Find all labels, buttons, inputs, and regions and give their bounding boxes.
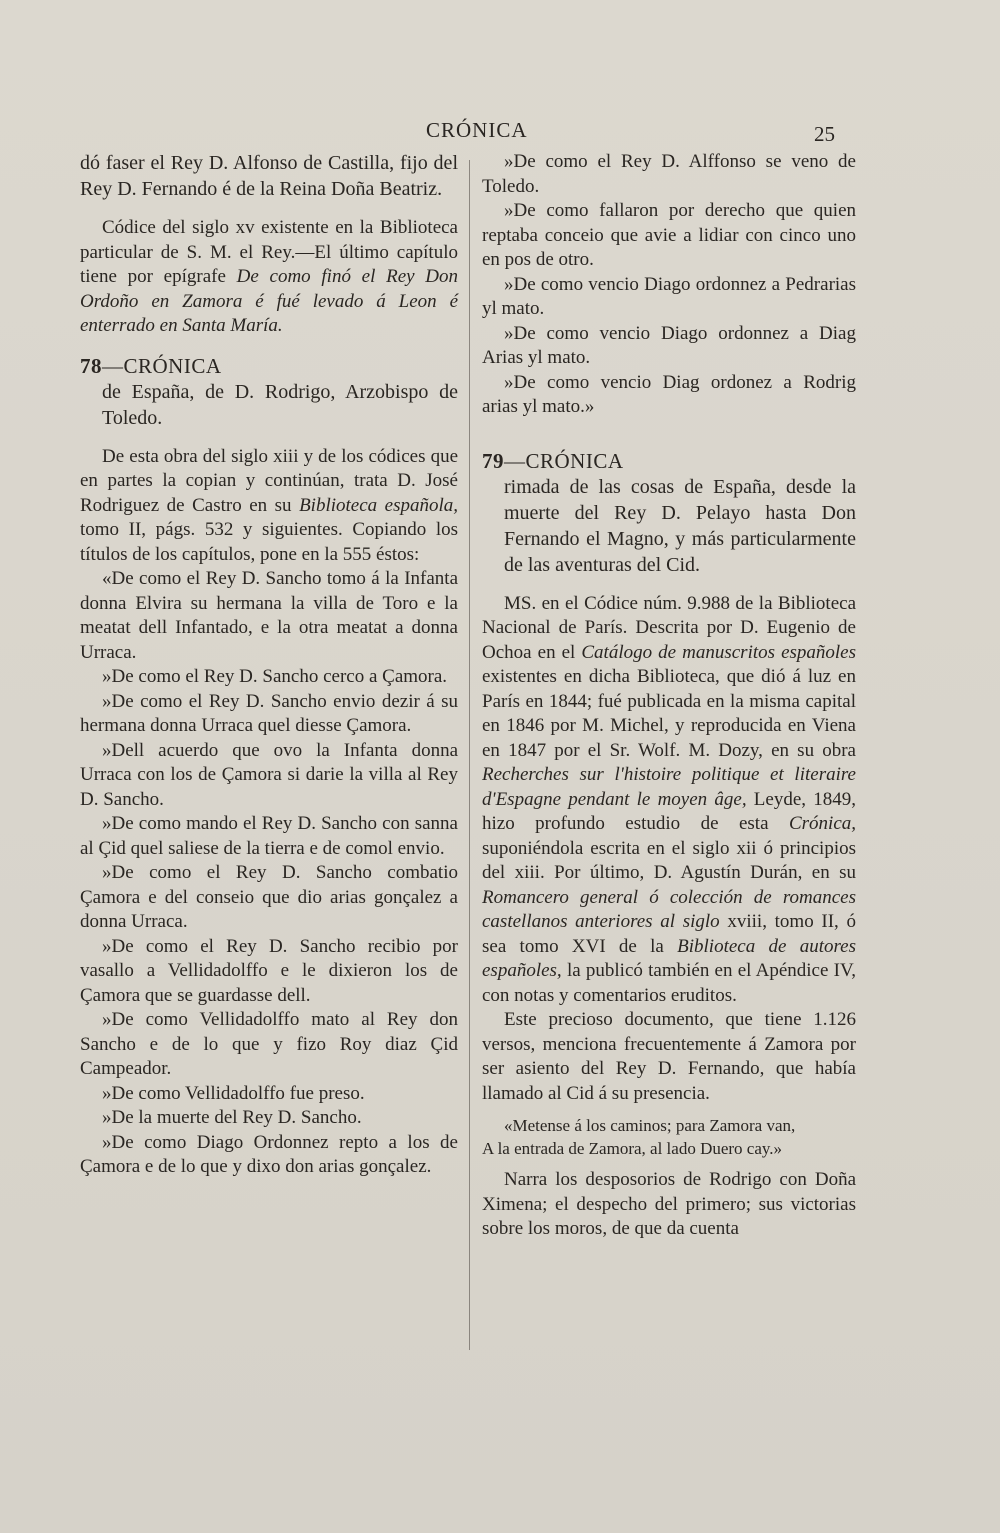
chapter-line: »De como vencio Diago ordonnez a Pedrarias yl mato. bbox=[482, 273, 856, 319]
ms-text-5: xviii, tomo II, ó sea tomo XVI de la bbox=[482, 911, 856, 957]
entry-79-title: rimada de las cosas de España, desde la muerte del Rey D. Pelayo hasta Don Fernando el Magno, y más particularmente de las aventuras del Cid. bbox=[504, 475, 856, 576]
page-number: 25 bbox=[814, 122, 835, 146]
verse-line: «Metense á los caminos; para Zamora van, bbox=[504, 1116, 796, 1135]
entry-78-para-part-2: tomo II, págs. 532 y siguientes. Copiando los títulos de los capítulos, pone en la 555 éstos: bbox=[80, 519, 458, 565]
ms-italic-3: Crónica, bbox=[788, 813, 856, 834]
entry-78-para-italic: Biblioteca española, bbox=[299, 494, 459, 516]
chapter-line: »De como el Rey D. Sancho envio dezir á su hermana donna Urraca quel diesse Çamora. bbox=[80, 690, 458, 736]
chapter-line: »De como Vellidadolffo mato al Rey don Sancho e de lo que y fizo Roy diaz Çid Campeador. bbox=[80, 1009, 458, 1079]
chapter-line: »De como el Rey D. Alffonso se veno de Toledo. bbox=[482, 151, 856, 197]
ms-italic-2: Recherches sur l'histoire politique et literaire d'Espagne pendant le moyen âge, bbox=[482, 764, 856, 810]
codex-note bbox=[80, 216, 458, 339]
page-header bbox=[0, 118, 1000, 148]
entry-78-para-part-1: De esta obra del siglo xiii y de los códices que en partes la copian y continúan, trata D. José Rodriguez de Castro en su bbox=[80, 445, 458, 516]
chapter-line: »De la muerte del Rey D. Sancho. bbox=[102, 1107, 362, 1128]
document-paragraph: Este precioso documento, que tiene 1.126 versos, menciona frecuentemente á Zamora por ser asiento del Rey D. Fernando, que había llamado al Cid á su presencia. bbox=[482, 1009, 856, 1104]
entry-79-heading bbox=[482, 448, 856, 474]
verse-line: A la entrada de Zamora, al lado Duero cay.» bbox=[482, 1139, 783, 1158]
running-title: CRÓNICA bbox=[426, 118, 528, 142]
left-column bbox=[80, 150, 458, 1180]
entry-78-number: 78 bbox=[80, 353, 102, 378]
chapter-line: »De como Vellidadolffo fue preso. bbox=[102, 1082, 365, 1104]
chapter-line: «De como el Rey D. Sancho tomo á la Infanta donna Elvira su hermana la villa de Toro e la meatat dell Infantado, e la otra meatat a donna Urraca. bbox=[80, 568, 458, 663]
chapter-line: »De como el Rey D. Sancho cerco a Çamora. bbox=[102, 666, 448, 687]
entry-79-label: —CRÓNICA bbox=[504, 448, 624, 473]
column-divider bbox=[469, 160, 470, 1350]
entry-78-label: —CRÓNICA bbox=[102, 353, 222, 378]
ms-text-3: Leyde, 1849, hizo profundo estudio de esta bbox=[482, 788, 856, 834]
chapter-line: »De como mando el Rey D. Sancho con sanna al Çid quel saliese de la tierra e de comol envio. bbox=[80, 813, 458, 859]
entry-77-title-end: dó faser el Rey D. Alfonso de Castilla, fijo del Rey D. Fernando é de la Reina Doña Beatriz. bbox=[80, 152, 458, 200]
entry-78-paragraph bbox=[80, 445, 458, 568]
entry-79-number: 79 bbox=[482, 448, 504, 473]
ms-text-2: existentes en dicha Biblioteca, que dió á luz en París en 1844; fué publicada en la misma capital en 1846 por M. Michel, y reproducida en Viena en 1847 por el Sr. Wolf. M. Dozy, en su obra bbox=[482, 666, 856, 761]
entry-78-heading bbox=[80, 353, 458, 379]
chapter-line: »De como fallaron por derecho que quien reptaba conceio que avie a lidiar con cinco uno en pos de otro. bbox=[482, 200, 856, 270]
chapter-line: »De como Diago Ordonnez repto a los de Çamora e de lo que y dixo don arias gonçalez. bbox=[80, 1131, 458, 1177]
chapter-line: »De como el Rey D. Sancho recibio por vasallo a Vellidadolffo e le dixieron los de Çamora que se guardasse dell. bbox=[80, 935, 458, 1006]
codex-note-text: Códice del siglo xv existente en la Biblioteca particular de S. M. el Rey.—El último capítulo tiene por epígrafe bbox=[80, 217, 458, 287]
codex-epigraph: De como finó el Rey Don Ordoño en Zamora é fué levado á Leon é enterrado en Santa María. bbox=[80, 266, 458, 336]
ms-text-1: MS. en el Códice núm. 9.988 de la Biblioteca Nacional de París. Descrita por D. Eugenio de Ochoa en el bbox=[482, 592, 856, 663]
ms-italic-4: Romancero general ó colección de romances castellanos anteriores al siglo bbox=[482, 886, 856, 932]
right-column bbox=[482, 150, 856, 1242]
chapter-line: »De como vencio Diago ordonnez a Diag Arias yl mato. bbox=[482, 322, 856, 368]
ms-italic-1: Catálogo de manuscritos españoles bbox=[581, 641, 856, 663]
manuscript-paragraph bbox=[482, 592, 856, 1009]
ms-text-4: suponiéndola escrita en el siglo xii ó principios del xiii. Por último, D. Agustín Durán, en su bbox=[482, 837, 856, 883]
ms-italic-5: Biblioteca de autores españoles, bbox=[482, 935, 856, 981]
chapter-line: »Dell acuerdo que ovo la Infanta donna Urraca con los de Çamora si darie la villa al Rey D. Sancho. bbox=[80, 739, 458, 810]
chapter-line: »De como vencio Diag ordonez a Rodrig arias yl mato.» bbox=[482, 371, 856, 417]
closing-paragraph: Narra los desposorios de Rodrigo con Doña Ximena; el despecho del primero; sus victorias sobre los moros, de que da cuenta bbox=[482, 1169, 856, 1239]
ms-text-6: la publicó también en el Apéndice IV, con notas y comentarios eruditos. bbox=[482, 960, 857, 1006]
chapter-line: »De como el Rey D. Sancho combatio Çamora e del conseio que dio arias gonçalez a donna Urraca. bbox=[80, 862, 458, 932]
entry-78-title: de España, de D. Rodrigo, Arzobispo de Toledo. bbox=[102, 380, 458, 429]
